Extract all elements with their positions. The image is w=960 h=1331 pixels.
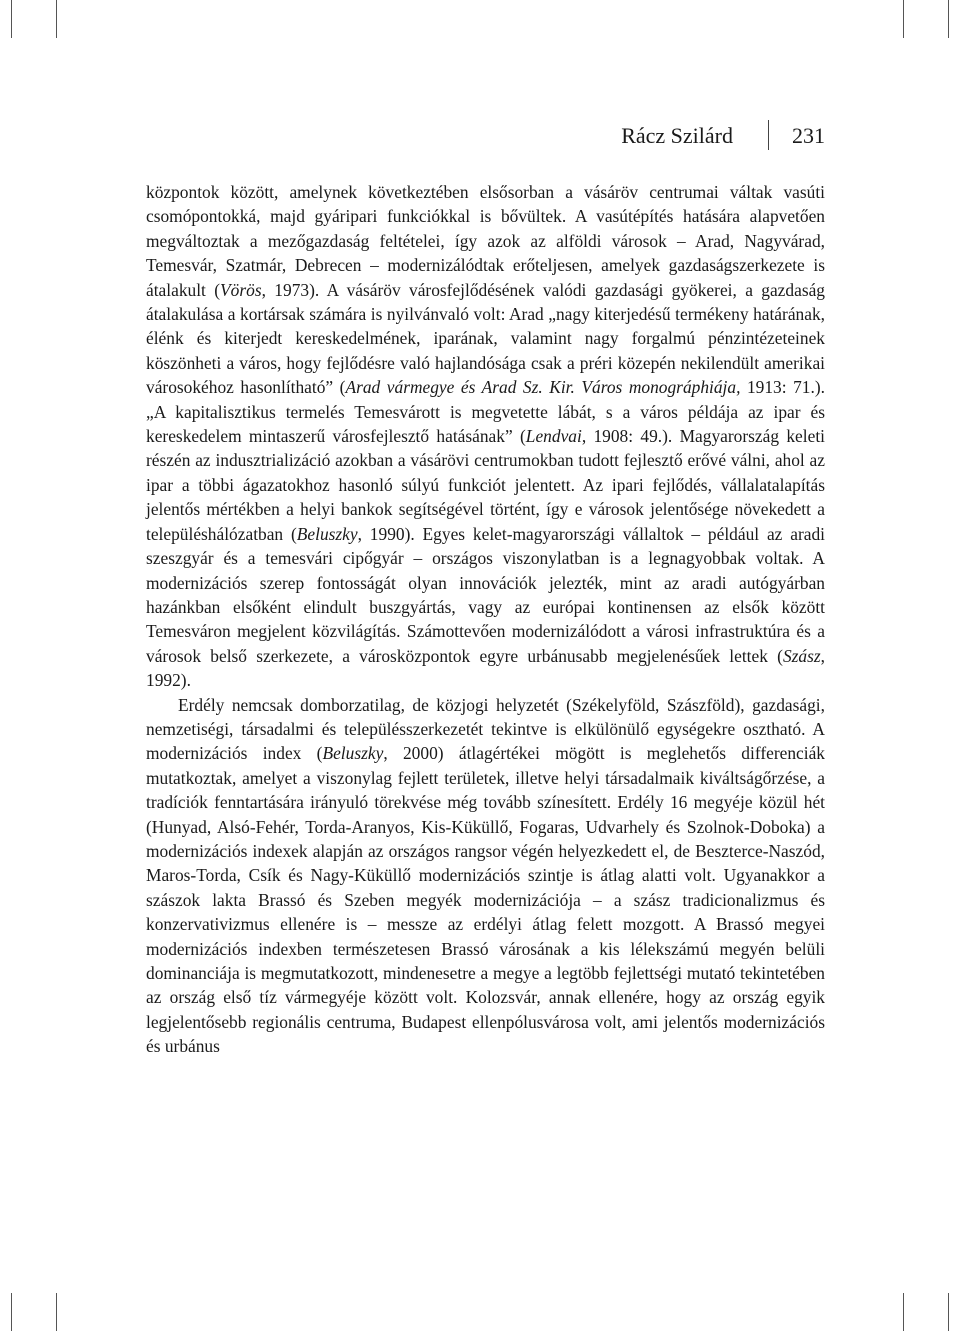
italic-citation: Beluszky: [322, 743, 384, 764]
crop-mark-top-left-vertical: [11, 0, 12, 38]
page-number: 231: [792, 123, 825, 148]
text-run: , 1990). Egyes kelet-magyarországi vállaltok – például az aradi szeszgyár és a temesvári cipőgyár – országos viszonylatban is a legnagyobbak voltak. A modernizációs szerep fontosságát olyan innovációk jelezték, mint az aradi autógyárban hazánkban elsőként elindult buszgyártás, vagy az európai kontinensen az elsők között Temesváron megjelent közvilágítás. Számottevően modernizálódott a városi infrastruktúra és a városok belső szerkezete, a városközpontok egyre urbánusabb megjelenésűek lettek (: [146, 523, 825, 666]
header-author: Rácz Szilárd: [621, 123, 733, 148]
crop-mark-bottom-right-vertical: [903, 1293, 904, 1331]
crop-mark-bottom-left-vertical: [11, 1293, 12, 1331]
paragraph: [146, 180, 825, 693]
running-header: [146, 120, 825, 152]
text-run: Erdély nemcsak domborzatilag, de közjogi helyzetét (Székelyföld, Szászföld), gazdasági, nemzetiségi, társadalmi és településszerkezetét tekintve is elkülönülő egységekre osztható. A modernizációs index (: [146, 694, 825, 764]
italic-citation: Lendvai: [525, 426, 582, 447]
text-run: , 2000) átlagértékei mögött is meglehetős differenciák mutatkoztak, amelyet a viszonylag fejlett területek, illetve helyi társadalmaik kiváltságőrzése, a tradíciók fenntartására irányuló törekvése még tovább színesített. Erdély 16 megyéje közül hét (Hunyad, Alsó-Fehér, Torda-Aranyos, Kis-Küküllő, Fogaras, Udvarhely és Szolnok-Doboka) a modernizációs indexek alapján az országos rangsor végén helyezkedett el, de Beszterce-Naszód, Maros-Torda, Csík és Nagy-Küküllő modernizációs szintje is átlag alatti volt. Ugyanakkor a szászok lakta Brassó és Szeben megyék modernizációja – a szász tradicionalizmus és konzervativizmus ellenére is – messze az erdélyi átlag felett mozgott. A Brassó megyei modernizációs indexben természetesen Brassó városának a kis lélekszámú megyén belüli dominanciája is megmutatkozott, mindenesetre a megye a legtöbb fejlettségi mutató tekintetében az ország első tíz vármegyéje között volt. Kolozsvár, annak ellenére, hogy az ország egyik legjelentősebb regionális centruma, Budapest ellenpólusvárosa volt, ami jelentős modernizációs és urbánus: [146, 743, 825, 1057]
body-text: [146, 180, 825, 1059]
italic-citation: Vörös: [220, 279, 262, 300]
italic-citation: Beluszky: [296, 523, 358, 544]
text-run: , 1973). A vásáröv városfejlődésének valódi gazdasági gyökerei, a gazdaság átalakulása a kortársak számára is nyilvánvaló volt: Arad „nagy kiterjedésű termékeny határának, élénk és kiterjedt kereskedelmének, iparának, valamint nagy forgalmú pénzintézeteinek köszönheti a város, hogy fejlődésre való hajlandósága csak a préri közepén nekilendült amerikai városokéhoz hasonlítható” (: [146, 279, 825, 398]
text-run: , 1908: 49.). Magyarország keleti részén az indusztrializáció azokban a vásárövi centrumokban tudott fejlesztő erővé válni, ahol az ipar a többi ágazatokhoz hasonló súlyú funkciót jelentett. Az ipari fejlődés, vállalatalapítás jelentős mértékben a helyi bankok segítségével történt, így e városok jelentősége növekedett a településhálózatban (: [146, 426, 825, 544]
crop-mark-top-left-vertical-inner: [56, 0, 57, 38]
paragraph: [146, 693, 825, 1059]
italic-citation: Szász: [782, 645, 821, 666]
crop-mark-bottom-right-vertical-outer: [948, 1293, 949, 1331]
text-run: 1913: 71.). „A kapitalisztikus termelés Temesvárott is megvetette lábát, s a város példája az ipar és kereskedelem mintaszerű városfejlesztő hatásának” (: [146, 377, 825, 447]
italic-citation: Arad vármegye és Arad Sz. Kir. Város monográphiája,: [345, 377, 741, 398]
header-divider: [768, 120, 769, 150]
crop-mark-top-right-vertical: [903, 0, 904, 38]
crop-mark-top-right-vertical-outer: [948, 0, 949, 38]
crop-mark-bottom-left-vertical-inner: [56, 1293, 57, 1331]
text-run: központok között, amelynek következtében elsősorban a vásáröv centrumai váltak vasúti csomópontokká, majd gyáripari funkciókkal is bővültek. A vasútépítés hatására alapvetően megváltoztak a mezőgazdaság feltételei, így azok az alföldi városok – Arad, Nagyvárad, Temesvár, Szatmár, Debrecen – modernizálódtak erőteljesen, amelyek gazdaságszerkezete is átalakult (: [146, 182, 825, 300]
text-run: , 1992).: [146, 645, 825, 691]
